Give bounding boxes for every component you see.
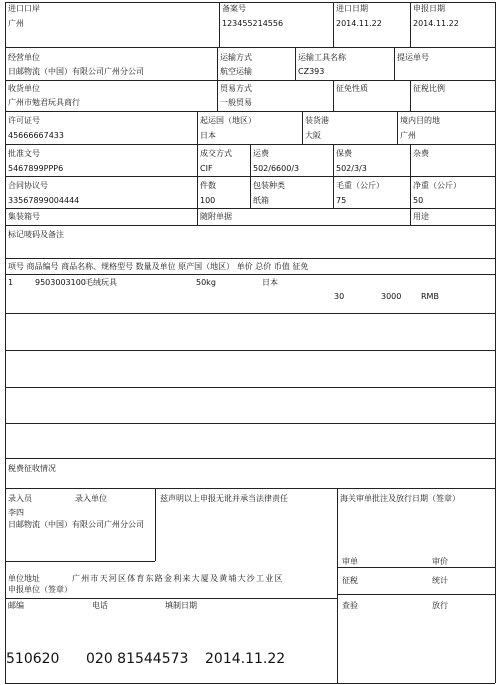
import-date-value: 2014.11.22: [336, 19, 382, 28]
marks-label: 标记唛码及备注: [8, 230, 64, 239]
record-no-value: 123455214556: [222, 19, 284, 28]
load-port-value: 大阪: [305, 131, 321, 140]
entry-port-label: 进口口岸: [8, 4, 40, 13]
pieces-label: 件数: [200, 181, 216, 190]
package-value: 纸箱: [253, 196, 269, 205]
approval-value: 5467899PPP6: [8, 164, 64, 173]
goods-item-no: 1: [8, 278, 14, 287]
record-no-label: 备案号: [222, 4, 246, 13]
goods-name: 毛绒玩具: [85, 278, 117, 287]
transport-label: 运输方式: [220, 53, 252, 62]
bottom-postcode: 510620: [6, 651, 60, 667]
receiver-value: 广州市勉君玩具商行: [8, 98, 80, 107]
inspect-label: 查验: [342, 601, 358, 610]
operator-label: 经营单位: [8, 53, 40, 62]
gross-weight-value: 75: [336, 196, 347, 205]
origin-country-label: 起运国（地区）: [200, 116, 256, 125]
bottom-phone: 020 81544573: [86, 651, 189, 667]
destination-value: 广州: [400, 131, 416, 140]
vehicle-label: 运输工具名称: [298, 53, 346, 62]
stats-label: 统计: [432, 576, 448, 585]
release-label: 放行: [432, 601, 448, 610]
destination-label: 境内目的地: [400, 116, 440, 125]
tax-collect-label: 征税: [342, 576, 358, 585]
goods-origin: 日本: [262, 278, 278, 287]
goods-total: 3000: [381, 292, 402, 301]
declare-unit-label: 申报单位（签章）: [8, 585, 72, 594]
usage-label: 用途: [413, 212, 429, 221]
goods-code: 9503003100: [35, 278, 86, 287]
load-port-label: 装货港: [305, 116, 329, 125]
fill-date-label: 填制日期: [165, 601, 197, 610]
insurance-value: 502/3/3: [336, 164, 367, 173]
net-weight-label: 净重（公斤）: [413, 181, 461, 190]
declaration-text: 兹声明以上申报无讹并承当法律责任: [160, 494, 288, 503]
customs-approval-label: 海关审单批注及放行日期（签章）: [340, 494, 460, 503]
pieces-value: 100: [200, 196, 216, 205]
package-label: 包装种类: [253, 181, 285, 190]
entry-unit-label: 录入单位: [75, 494, 107, 503]
bill-label: 提运单号: [397, 53, 429, 62]
declare-date-value: 2014.11.22: [413, 19, 459, 28]
license-label: 许可证号: [8, 116, 40, 125]
bottom-date: 2014.11.22: [205, 651, 286, 667]
address-value: 广州市天河区体育东路金利来大厦及黄埔大沙工业区: [72, 574, 284, 583]
operator-value: 日邮物流（中国）有限公司广州分公司: [8, 67, 144, 76]
container-label: 集装箱号: [8, 212, 40, 221]
net-weight-value: 50: [413, 196, 424, 205]
license-value: 45666667433: [8, 131, 64, 140]
transport-value: 航空运输: [220, 67, 252, 76]
price-review-label: 审价: [432, 557, 448, 566]
review-label: 审单: [342, 557, 358, 566]
exempt-label: 征免性质: [336, 84, 368, 93]
receiver-label: 收货单位: [8, 84, 40, 93]
declare-date-label: 申报日期: [413, 4, 445, 13]
deal-label: 成交方式: [200, 149, 232, 158]
misc-label: 杂费: [413, 149, 429, 158]
freight-value: 502/6600/3: [253, 164, 300, 173]
freight-label: 运费: [253, 149, 269, 158]
address-label: 单位地址: [8, 574, 40, 583]
contract-value: 33567899004444: [8, 196, 80, 205]
entry-person-label: 录入员: [8, 494, 32, 503]
goods-unit-price: 30: [334, 292, 345, 301]
origin-country-value: 日本: [200, 131, 216, 140]
goods-currency: RMB: [421, 292, 439, 301]
entry-person-value: 李四: [8, 508, 24, 517]
trade-label: 贸易方式: [220, 84, 252, 93]
import-date-label: 进口日期: [336, 4, 368, 13]
approval-label: 批准文号: [8, 149, 40, 158]
tax-ratio-label: 征税比例: [413, 84, 445, 93]
goods-quantity: 50kg: [196, 278, 216, 287]
trade-value: 一般贸易: [220, 98, 252, 107]
deal-value: CIF: [200, 164, 213, 173]
gross-weight-label: 毛重（公斤）: [336, 181, 384, 190]
docs-label: 随附单据: [200, 212, 232, 221]
tax-label: 税费征收情况: [8, 464, 56, 473]
contract-label: 合同协议号: [8, 181, 48, 190]
entry-port-value: 广州: [8, 19, 24, 28]
goods-header: 项号 商品编号 商品名称、规格型号 数量及单位 原产国（地区） 单价 总价 币值 征免: [8, 262, 309, 271]
postcode-label: 邮编: [8, 601, 24, 610]
phone-label: 电话: [92, 601, 108, 610]
entry-unit-value: 日邮物流（中国）有限公司广州分公司: [8, 520, 144, 529]
insurance-label: 保费: [336, 149, 352, 158]
vehicle-value: CZ393: [298, 67, 325, 76]
